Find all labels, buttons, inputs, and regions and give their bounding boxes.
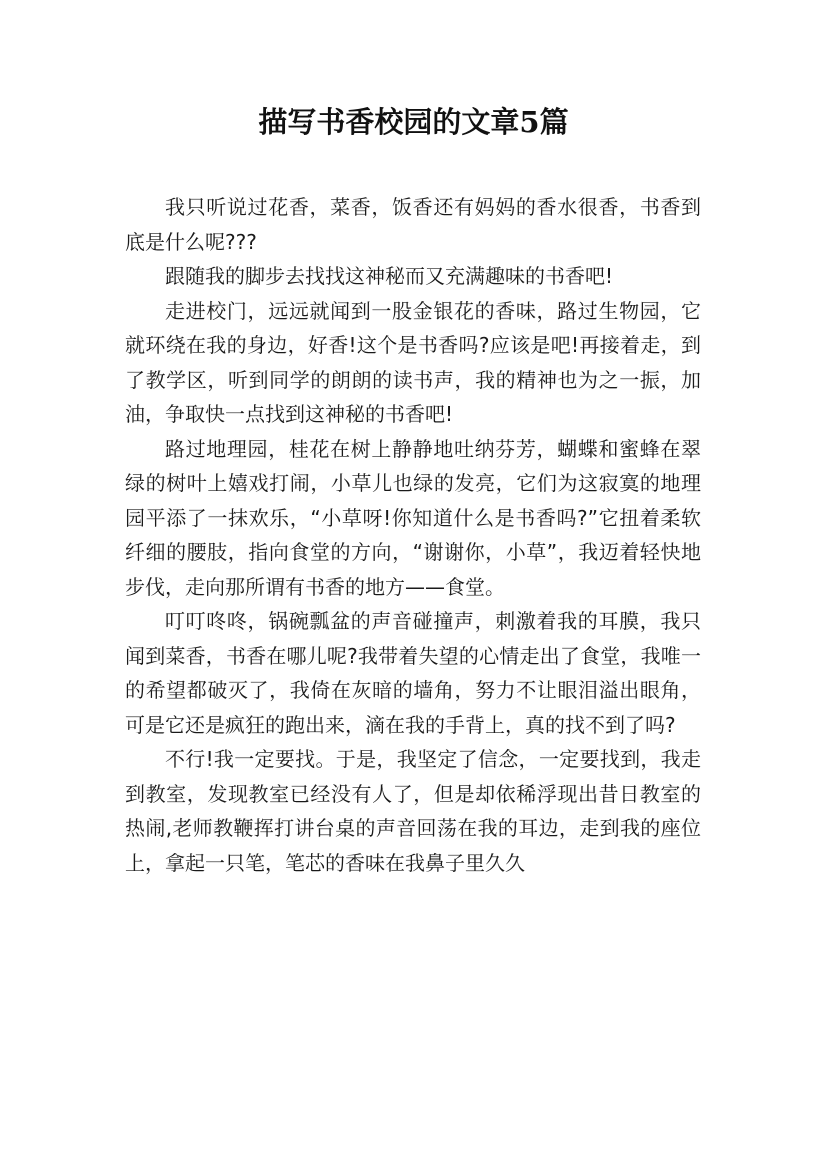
paragraph: 走进校门，远远就闻到一股金银花的香味，路过生物园，它就环绕在我的身边，好香!这个是书香吗?应该是吧!再接着走，到了教学区，听到同学的朗朗的读书声，我的精神也为之一振，加油，争取快一点找到这神秘的书香吧!	[125, 298, 701, 426]
paragraph: 叮叮咚咚，锅碗瓢盆的声音碰撞声，刺激着我的耳膜，我只闻到菜香，书香在哪儿呢?我带着失望的心情走出了食堂，我唯一的希望都破灭了，我倚在灰暗的墙角，努力不让眼泪溢出眼角，可是它还是疯狂的跑出来，滴在我的手背上，真的找不到了吗?	[125, 609, 701, 737]
document-body	[125, 190, 701, 880]
paragraph: 我只听说过花香，菜香，饭香还有妈妈的香水很香，书香到底是什么呢???	[125, 195, 701, 254]
paragraph: 不行!我一定要找。于是，我坚定了信念，一定要找到，我走到教室，发现教室已经没有人了，但是却依稀浮现出昔日教室的热闹,老师教鞭挥打讲台桌的声音回荡在我的耳边，走到我的座位上，拿起一只笔，笔芯的香味在我鼻子里久久	[125, 747, 701, 875]
document-title: 描写书香校园的文章5篇	[258, 105, 569, 139]
paragraph: 路过地理园，桂花在树上静静地吐纳芬芳，蝴蝶和蜜蜂在翠绿的树叶上嬉戏打闹，小草儿也绿的发亮，它们为这寂寞的地理园平添了一抹欢乐，“小草呀!你知道什么是书香吗?”它扭着柔软纤细的腰肢，指向食堂的方向，“谢谢你，小草”，我迈着轻快地步伐，走向那所谓有书香的地方——食堂。	[125, 436, 701, 599]
paragraph: 跟随我的脚步去找找这神秘而又充满趣味的书香吧!	[165, 264, 614, 288]
